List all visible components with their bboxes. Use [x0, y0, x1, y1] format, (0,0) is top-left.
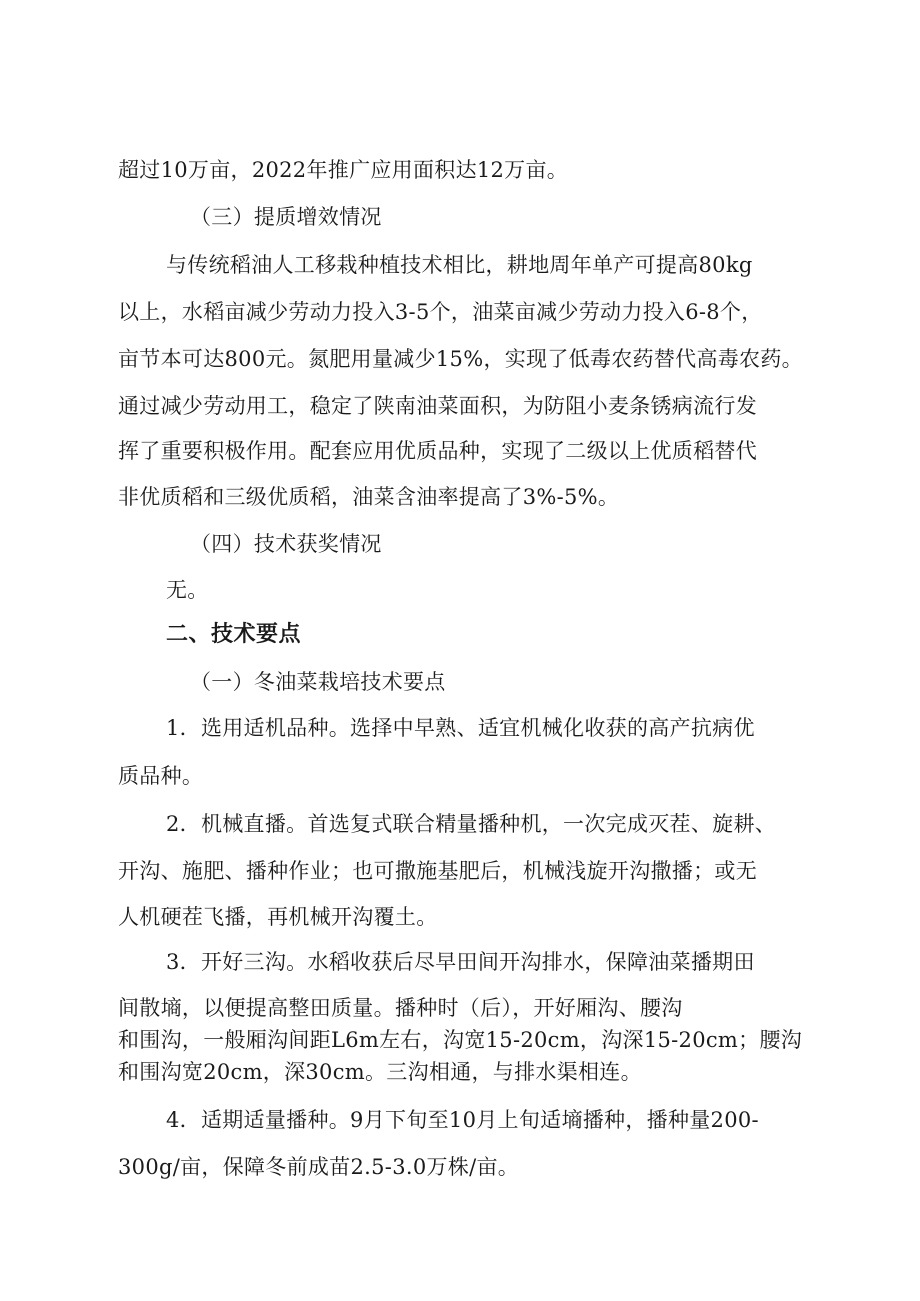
text-line: 非优质稻和三级优质稻，油菜含油率提高了3%-5%。 [118, 485, 620, 509]
text-line: 无。 [166, 578, 209, 602]
text-line: 开沟、施肥、播种作业；也可撒施基肥后，机械浅旋开沟撒播；或无 [118, 859, 757, 883]
text-line: 3．开好三沟。水稻收获后尽早田间开沟排水，保障油菜播期田 [166, 950, 755, 974]
text-line: 人机硬茬飞播，再机械开沟覆土。 [118, 905, 438, 929]
text-line: 通过减少劳动用工，稳定了陕南油菜面积，为防阻小麦条锈病流行发 [118, 394, 757, 418]
text-line: 与传统稻油人工移栽种植技术相比，耕地周年单产可提高80kg [166, 253, 753, 277]
subsection-heading: （一）冬油菜栽培技术要点 [190, 670, 446, 694]
text-line: 和围沟，一般厢沟间距L6m左右，沟宽15-20cm，沟深15-20cm；腰沟 [118, 1028, 803, 1052]
text-line: 300g/亩，保障冬前成苗2.5-3.0万株/亩。 [118, 1155, 520, 1179]
text-line: 质品种。 [118, 764, 204, 788]
text-line: 和围沟宽20cm，深30cm。三沟相通，与排水渠相连。 [118, 1060, 642, 1084]
text-line: 以上，水稻亩减少劳动力投入3-5个，油菜亩减少劳动力投入6-8个， [118, 300, 763, 324]
text-line: 1．选用适机品种。选择中早熟、适宜机械化收获的高产抗病优 [166, 716, 755, 740]
subsection-heading: （四）技术获奖情况 [190, 532, 382, 556]
text-line: 4．适期适量播种。9月下旬至10月上旬适墒播种，播种量200- [166, 1108, 759, 1132]
section-heading: 二、技术要点 [166, 622, 302, 647]
text-line: 间散墒，以便提高整田质量。播种时（后），开好厢沟、腰沟 [118, 996, 683, 1020]
text-line: 超过10万亩，2022年推广应用面积达12万亩。 [118, 158, 569, 182]
subsection-heading: （三）提质增效情况 [190, 205, 382, 229]
text-line: 2．机械直播。首选复式联合精量播种机，一次完成灭茬、旋耕、 [166, 812, 777, 836]
text-line: 挥了重要积极作用。配套应用优质品种，实现了二级以上优质稻替代 [118, 439, 757, 463]
text-line: 亩节本可达800元。氮肥用量减少15%，实现了低毒农药替代高毒农药。 [118, 347, 803, 371]
